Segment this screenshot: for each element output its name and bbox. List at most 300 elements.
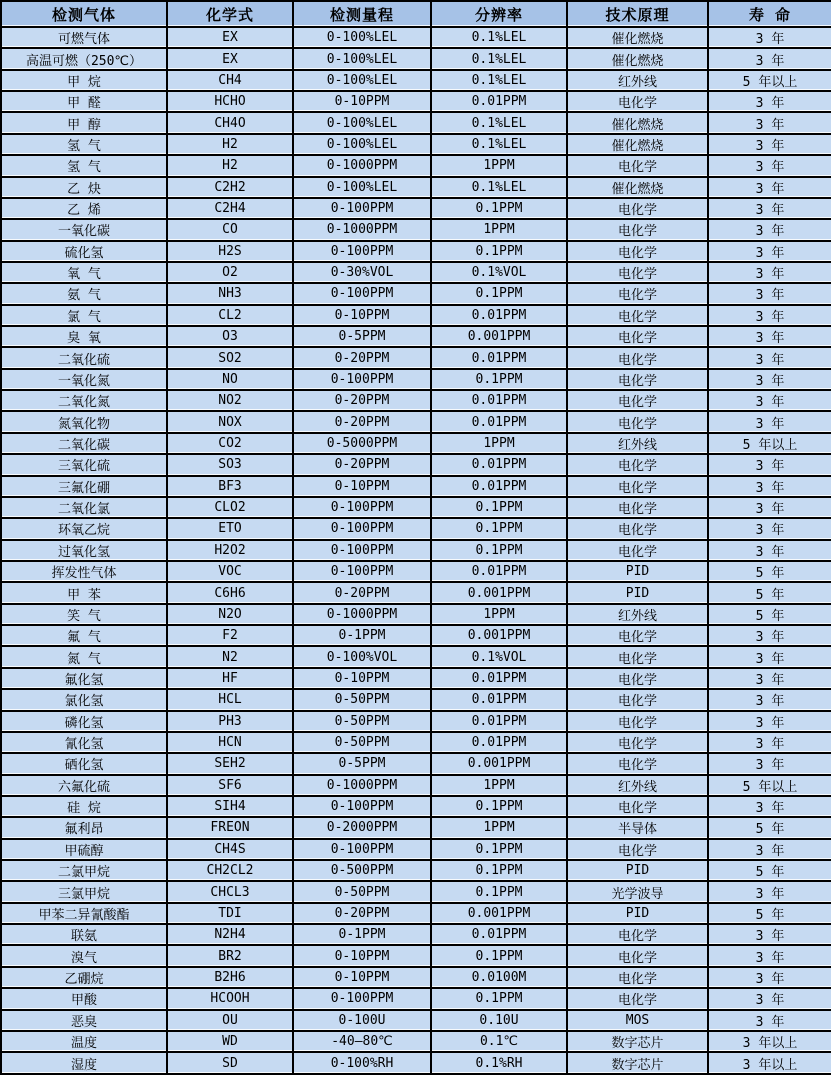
cell-life: 3 年 bbox=[708, 881, 831, 902]
cell-range: 0-500PPM bbox=[293, 860, 431, 881]
cell-formula: BR2 bbox=[167, 945, 293, 966]
cell-life: 3 年 bbox=[708, 967, 831, 988]
cell-life: 3 年 bbox=[708, 625, 831, 646]
cell-principle: 数字芯片 bbox=[567, 1031, 708, 1052]
table-row bbox=[1, 1052, 831, 1074]
cell-life: 3 年 bbox=[708, 497, 831, 518]
cell-life: 5 年 bbox=[708, 903, 831, 924]
cell-principle: 电化学 bbox=[567, 219, 708, 240]
cell-gas: 二氯甲烷 bbox=[1, 860, 167, 881]
column-header-resolution: 分辨率 bbox=[431, 1, 567, 27]
table-row bbox=[1, 454, 831, 475]
cell-life: 3 年 bbox=[708, 689, 831, 710]
cell-principle: 电化学 bbox=[567, 668, 708, 689]
cell-principle: 催化燃烧 bbox=[567, 112, 708, 133]
cell-formula: EX bbox=[167, 48, 293, 69]
cell-gas: 恶臭 bbox=[1, 1010, 167, 1031]
cell-resolution: 0.1PPM bbox=[431, 198, 567, 219]
cell-gas: 二氧化氯 bbox=[1, 497, 167, 518]
cell-formula: N2 bbox=[167, 646, 293, 667]
cell-range: 0-100%LEL bbox=[293, 134, 431, 155]
cell-resolution: 0.01PPM bbox=[431, 476, 567, 497]
cell-formula: CO bbox=[167, 219, 293, 240]
cell-resolution: 0.1PPM bbox=[431, 881, 567, 902]
cell-formula: CLO2 bbox=[167, 497, 293, 518]
cell-life: 5 年 bbox=[708, 582, 831, 603]
cell-gas: 温度 bbox=[1, 1031, 167, 1052]
cell-gas: 氨 气 bbox=[1, 283, 167, 304]
cell-gas: 甲苯二异氰酸酯 bbox=[1, 903, 167, 924]
cell-resolution: 0.001PPM bbox=[431, 326, 567, 347]
cell-formula: B2H6 bbox=[167, 967, 293, 988]
cell-life: 5 年 bbox=[708, 860, 831, 881]
cell-gas: 联氨 bbox=[1, 924, 167, 945]
table-row bbox=[1, 198, 831, 219]
cell-principle: 电化学 bbox=[567, 646, 708, 667]
cell-range: 0-100PPM bbox=[293, 561, 431, 582]
cell-life: 5 年 bbox=[708, 604, 831, 625]
table-row bbox=[1, 753, 831, 774]
cell-life: 3 年 bbox=[708, 454, 831, 475]
cell-gas: 环氧乙烷 bbox=[1, 518, 167, 539]
cell-life: 3 年 bbox=[708, 540, 831, 561]
cell-gas: 氮 气 bbox=[1, 646, 167, 667]
cell-principle: 催化燃烧 bbox=[567, 48, 708, 69]
cell-range: 0-100PPM bbox=[293, 518, 431, 539]
table-row bbox=[1, 305, 831, 326]
cell-life: 3 年 bbox=[708, 411, 831, 432]
cell-formula: H2 bbox=[167, 134, 293, 155]
cell-life: 3 年 bbox=[708, 839, 831, 860]
cell-gas: 氢 气 bbox=[1, 134, 167, 155]
cell-range: 0-100PPM bbox=[293, 839, 431, 860]
cell-principle: 电化学 bbox=[567, 967, 708, 988]
cell-resolution: 0.1%VOL bbox=[431, 262, 567, 283]
cell-principle: 电化学 bbox=[567, 497, 708, 518]
table-row bbox=[1, 775, 831, 796]
table-row bbox=[1, 283, 831, 304]
cell-resolution: 0.01PPM bbox=[431, 390, 567, 411]
cell-principle: 电化学 bbox=[567, 540, 708, 561]
cell-range: 0-1PPM bbox=[293, 625, 431, 646]
cell-resolution: 0.1PPM bbox=[431, 497, 567, 518]
cell-resolution: 0.1%LEL bbox=[431, 70, 567, 91]
cell-formula: CO2 bbox=[167, 433, 293, 454]
cell-principle: 电化学 bbox=[567, 283, 708, 304]
cell-range: 0-20PPM bbox=[293, 347, 431, 368]
cell-principle: 催化燃烧 bbox=[567, 27, 708, 48]
table-row bbox=[1, 1031, 831, 1052]
cell-formula: H2O2 bbox=[167, 540, 293, 561]
cell-range: 0-50PPM bbox=[293, 732, 431, 753]
cell-life: 3 年 bbox=[708, 326, 831, 347]
cell-range: 0-10PPM bbox=[293, 668, 431, 689]
cell-gas: 二氧化硫 bbox=[1, 347, 167, 368]
cell-range: 0-100%LEL bbox=[293, 177, 431, 198]
cell-resolution: 0.01PPM bbox=[431, 668, 567, 689]
cell-formula: C2H2 bbox=[167, 177, 293, 198]
cell-principle: 电化学 bbox=[567, 476, 708, 497]
column-header-principle: 技术原理 bbox=[567, 1, 708, 27]
cell-gas: 磷化氢 bbox=[1, 711, 167, 732]
cell-gas: 甲 烷 bbox=[1, 70, 167, 91]
cell-resolution: 0.1PPM bbox=[431, 988, 567, 1009]
cell-gas: 六氟化硫 bbox=[1, 775, 167, 796]
cell-principle: 红外线 bbox=[567, 775, 708, 796]
cell-range: 0-2000PPM bbox=[293, 817, 431, 838]
cell-gas: 二氧化碳 bbox=[1, 433, 167, 454]
table-row bbox=[1, 988, 831, 1009]
cell-life: 3 年 bbox=[708, 262, 831, 283]
table-row bbox=[1, 604, 831, 625]
cell-life: 3 年 bbox=[708, 476, 831, 497]
cell-range: 0-5000PPM bbox=[293, 433, 431, 454]
cell-formula: CH4 bbox=[167, 70, 293, 91]
cell-formula: CH4S bbox=[167, 839, 293, 860]
cell-range: 0-100%LEL bbox=[293, 70, 431, 91]
cell-range: 0-1000PPM bbox=[293, 155, 431, 176]
cell-life: 3 年 bbox=[708, 198, 831, 219]
column-header-range: 检测量程 bbox=[293, 1, 431, 27]
cell-resolution: 1PPM bbox=[431, 155, 567, 176]
cell-resolution: 0.1PPM bbox=[431, 860, 567, 881]
cell-gas: 甲 醛 bbox=[1, 91, 167, 112]
cell-gas: 湿度 bbox=[1, 1052, 167, 1074]
column-header-gas: 检测气体 bbox=[1, 1, 167, 27]
cell-gas: 硅 烷 bbox=[1, 796, 167, 817]
table-row bbox=[1, 711, 831, 732]
cell-life: 3 年 bbox=[708, 347, 831, 368]
cell-formula: N2O bbox=[167, 604, 293, 625]
cell-formula: NOX bbox=[167, 411, 293, 432]
cell-formula: PH3 bbox=[167, 711, 293, 732]
cell-formula: HCHO bbox=[167, 91, 293, 112]
cell-range: 0-100U bbox=[293, 1010, 431, 1031]
cell-range: 0-100PPM bbox=[293, 497, 431, 518]
cell-life: 3 年 bbox=[708, 305, 831, 326]
cell-gas: 甲硫醇 bbox=[1, 839, 167, 860]
cell-principle: 电化学 bbox=[567, 518, 708, 539]
cell-formula: CH4O bbox=[167, 112, 293, 133]
cell-resolution: 0.001PPM bbox=[431, 753, 567, 774]
cell-life: 5 年 bbox=[708, 817, 831, 838]
table-row bbox=[1, 326, 831, 347]
cell-principle: 红外线 bbox=[567, 70, 708, 91]
cell-range: 0-1000PPM bbox=[293, 604, 431, 625]
cell-life: 3 年 bbox=[708, 668, 831, 689]
cell-resolution: 0.0100M bbox=[431, 967, 567, 988]
cell-resolution: 0.001PPM bbox=[431, 903, 567, 924]
table-row bbox=[1, 817, 831, 838]
cell-range: 0-20PPM bbox=[293, 411, 431, 432]
cell-formula: N2H4 bbox=[167, 924, 293, 945]
cell-life: 3 年 bbox=[708, 155, 831, 176]
cell-life: 3 年 bbox=[708, 732, 831, 753]
cell-gas: 一氧化氮 bbox=[1, 369, 167, 390]
cell-resolution: 1PPM bbox=[431, 817, 567, 838]
cell-resolution: 0.1PPM bbox=[431, 369, 567, 390]
cell-range: 0-5PPM bbox=[293, 753, 431, 774]
table-row bbox=[1, 903, 831, 924]
cell-formula: BF3 bbox=[167, 476, 293, 497]
cell-formula: HF bbox=[167, 668, 293, 689]
cell-range: 0-10PPM bbox=[293, 476, 431, 497]
cell-formula: VOC bbox=[167, 561, 293, 582]
cell-gas: 氮氧化物 bbox=[1, 411, 167, 432]
cell-range: 0-100PPM bbox=[293, 540, 431, 561]
table-row bbox=[1, 70, 831, 91]
cell-principle: 半导体 bbox=[567, 817, 708, 838]
cell-life: 5 年以上 bbox=[708, 70, 831, 91]
cell-life: 3 年以上 bbox=[708, 1031, 831, 1052]
cell-gas: 氟利昂 bbox=[1, 817, 167, 838]
cell-range: 0-100PPM bbox=[293, 283, 431, 304]
cell-life: 3 年 bbox=[708, 177, 831, 198]
table-row bbox=[1, 561, 831, 582]
cell-life: 3 年 bbox=[708, 283, 831, 304]
table-row bbox=[1, 476, 831, 497]
cell-range: 0-50PPM bbox=[293, 881, 431, 902]
cell-principle: 电化学 bbox=[567, 369, 708, 390]
cell-principle: 电化学 bbox=[567, 796, 708, 817]
cell-formula: OU bbox=[167, 1010, 293, 1031]
cell-principle: 电化学 bbox=[567, 198, 708, 219]
cell-resolution: 0.1PPM bbox=[431, 518, 567, 539]
cell-resolution: 0.001PPM bbox=[431, 582, 567, 603]
table-row bbox=[1, 796, 831, 817]
cell-principle: PID bbox=[567, 903, 708, 924]
table-row bbox=[1, 625, 831, 646]
cell-range: 0-100%LEL bbox=[293, 112, 431, 133]
cell-resolution: 0.01PPM bbox=[431, 711, 567, 732]
cell-principle: 红外线 bbox=[567, 433, 708, 454]
cell-formula: HCN bbox=[167, 732, 293, 753]
cell-resolution: 0.01PPM bbox=[431, 454, 567, 475]
cell-formula: WD bbox=[167, 1031, 293, 1052]
cell-resolution: 0.1%LEL bbox=[431, 177, 567, 198]
cell-range: 0-5PPM bbox=[293, 326, 431, 347]
cell-resolution: 0.1%RH bbox=[431, 1052, 567, 1074]
cell-formula: SD bbox=[167, 1052, 293, 1074]
cell-gas: 氧 气 bbox=[1, 262, 167, 283]
cell-gas: 挥发性气体 bbox=[1, 561, 167, 582]
cell-life: 3 年 bbox=[708, 796, 831, 817]
cell-gas: 高温可燃（250℃） bbox=[1, 48, 167, 69]
table-row bbox=[1, 347, 831, 368]
cell-principle: 电化学 bbox=[567, 689, 708, 710]
table-row bbox=[1, 219, 831, 240]
cell-life: 3 年 bbox=[708, 241, 831, 262]
cell-gas: 甲酸 bbox=[1, 988, 167, 1009]
column-header-formula: 化学式 bbox=[167, 1, 293, 27]
cell-gas: 乙 烯 bbox=[1, 198, 167, 219]
cell-principle: 电化学 bbox=[567, 390, 708, 411]
cell-range: 0-100PPM bbox=[293, 988, 431, 1009]
cell-formula: C6H6 bbox=[167, 582, 293, 603]
table-row bbox=[1, 241, 831, 262]
cell-resolution: 0.1%LEL bbox=[431, 134, 567, 155]
cell-resolution: 0.1PPM bbox=[431, 283, 567, 304]
cell-formula: HCOOH bbox=[167, 988, 293, 1009]
cell-formula: HCL bbox=[167, 689, 293, 710]
cell-life: 5 年以上 bbox=[708, 433, 831, 454]
cell-resolution: 0.01PPM bbox=[431, 411, 567, 432]
cell-formula: SEH2 bbox=[167, 753, 293, 774]
cell-gas: 二氧化氮 bbox=[1, 390, 167, 411]
cell-gas: 三氟化硼 bbox=[1, 476, 167, 497]
table-row bbox=[1, 582, 831, 603]
table-row bbox=[1, 112, 831, 133]
cell-formula: NH3 bbox=[167, 283, 293, 304]
cell-life: 3 年以上 bbox=[708, 1052, 831, 1074]
cell-formula: H2S bbox=[167, 241, 293, 262]
cell-gas: 乙 炔 bbox=[1, 177, 167, 198]
cell-range: 0-10PPM bbox=[293, 305, 431, 326]
cell-life: 3 年 bbox=[708, 219, 831, 240]
cell-life: 3 年 bbox=[708, 711, 831, 732]
table-row bbox=[1, 881, 831, 902]
cell-range: 0-20PPM bbox=[293, 582, 431, 603]
cell-formula: SO3 bbox=[167, 454, 293, 475]
cell-formula: CHCL3 bbox=[167, 881, 293, 902]
cell-range: 0-10PPM bbox=[293, 967, 431, 988]
table-row bbox=[1, 924, 831, 945]
cell-principle: 电化学 bbox=[567, 732, 708, 753]
table-row bbox=[1, 177, 831, 198]
cell-gas: 氯 气 bbox=[1, 305, 167, 326]
cell-principle: 电化学 bbox=[567, 924, 708, 945]
cell-formula: CL2 bbox=[167, 305, 293, 326]
table-row bbox=[1, 91, 831, 112]
cell-formula: TDI bbox=[167, 903, 293, 924]
table-row bbox=[1, 860, 831, 881]
cell-principle: 电化学 bbox=[567, 988, 708, 1009]
cell-resolution: 0.01PPM bbox=[431, 91, 567, 112]
cell-gas: 甲 醇 bbox=[1, 112, 167, 133]
cell-principle: 电化学 bbox=[567, 326, 708, 347]
cell-formula: EX bbox=[167, 27, 293, 48]
table-row bbox=[1, 967, 831, 988]
cell-principle: 电化学 bbox=[567, 454, 708, 475]
cell-principle: 电化学 bbox=[567, 262, 708, 283]
cell-life: 5 年以上 bbox=[708, 775, 831, 796]
cell-range: 0-100%VOL bbox=[293, 646, 431, 667]
cell-gas: 笑 气 bbox=[1, 604, 167, 625]
cell-gas: 氯化氢 bbox=[1, 689, 167, 710]
table-row bbox=[1, 839, 831, 860]
cell-range: 0-50PPM bbox=[293, 689, 431, 710]
cell-principle: 电化学 bbox=[567, 625, 708, 646]
cell-formula: FREON bbox=[167, 817, 293, 838]
cell-formula: CH2CL2 bbox=[167, 860, 293, 881]
cell-resolution: 0.1PPM bbox=[431, 796, 567, 817]
table-row bbox=[1, 433, 831, 454]
cell-principle: 电化学 bbox=[567, 753, 708, 774]
cell-gas: 臭 氧 bbox=[1, 326, 167, 347]
cell-range: 0-1000PPM bbox=[293, 219, 431, 240]
table-row bbox=[1, 262, 831, 283]
cell-range: 0-50PPM bbox=[293, 711, 431, 732]
cell-range: 0-100%LEL bbox=[293, 48, 431, 69]
cell-formula: NO2 bbox=[167, 390, 293, 411]
cell-principle: 电化学 bbox=[567, 411, 708, 432]
cell-principle: 电化学 bbox=[567, 91, 708, 112]
table-row bbox=[1, 155, 831, 176]
cell-resolution: 0.1PPM bbox=[431, 945, 567, 966]
cell-range: 0-30%VOL bbox=[293, 262, 431, 283]
cell-resolution: 0.1%LEL bbox=[431, 48, 567, 69]
cell-principle: 电化学 bbox=[567, 945, 708, 966]
table-row bbox=[1, 48, 831, 69]
cell-formula: O3 bbox=[167, 326, 293, 347]
cell-principle: 电化学 bbox=[567, 305, 708, 326]
cell-resolution: 1PPM bbox=[431, 604, 567, 625]
cell-principle: 数字芯片 bbox=[567, 1052, 708, 1074]
cell-formula: SO2 bbox=[167, 347, 293, 368]
table-row bbox=[1, 668, 831, 689]
cell-gas: 一氧化碳 bbox=[1, 219, 167, 240]
cell-range: 0-100PPM bbox=[293, 369, 431, 390]
cell-life: 3 年 bbox=[708, 134, 831, 155]
cell-life: 3 年 bbox=[708, 369, 831, 390]
cell-life: 3 年 bbox=[708, 1010, 831, 1031]
cell-resolution: 0.1PPM bbox=[431, 839, 567, 860]
cell-formula: H2 bbox=[167, 155, 293, 176]
cell-resolution: 0.01PPM bbox=[431, 732, 567, 753]
cell-resolution: 1PPM bbox=[431, 433, 567, 454]
cell-formula: O2 bbox=[167, 262, 293, 283]
cell-gas: 三氯甲烷 bbox=[1, 881, 167, 902]
table-row bbox=[1, 27, 831, 48]
cell-range: 0-100PPM bbox=[293, 241, 431, 262]
cell-life: 5 年 bbox=[708, 561, 831, 582]
cell-principle: 电化学 bbox=[567, 711, 708, 732]
cell-range: 0-20PPM bbox=[293, 454, 431, 475]
table-row bbox=[1, 134, 831, 155]
table-row bbox=[1, 646, 831, 667]
cell-formula: ETO bbox=[167, 518, 293, 539]
cell-formula: C2H4 bbox=[167, 198, 293, 219]
cell-range: 0-100%LEL bbox=[293, 27, 431, 48]
cell-life: 3 年 bbox=[708, 518, 831, 539]
cell-formula: F2 bbox=[167, 625, 293, 646]
cell-principle: 光学波导 bbox=[567, 881, 708, 902]
table-row bbox=[1, 1010, 831, 1031]
cell-range: 0-1000PPM bbox=[293, 775, 431, 796]
cell-resolution: 0.1℃ bbox=[431, 1031, 567, 1052]
cell-gas: 氟化氢 bbox=[1, 668, 167, 689]
cell-life: 3 年 bbox=[708, 112, 831, 133]
cell-resolution: 0.1PPM bbox=[431, 540, 567, 561]
cell-gas: 三氧化硫 bbox=[1, 454, 167, 475]
cell-resolution: 1PPM bbox=[431, 775, 567, 796]
cell-range: 0-20PPM bbox=[293, 390, 431, 411]
cell-range: 0-100PPM bbox=[293, 198, 431, 219]
cell-gas: 硒化氢 bbox=[1, 753, 167, 774]
cell-principle: MOS bbox=[567, 1010, 708, 1031]
cell-principle: PID bbox=[567, 561, 708, 582]
cell-principle: 催化燃烧 bbox=[567, 177, 708, 198]
cell-formula: NO bbox=[167, 369, 293, 390]
cell-resolution: 0.001PPM bbox=[431, 625, 567, 646]
cell-range: 0-10PPM bbox=[293, 945, 431, 966]
cell-gas: 可燃气体 bbox=[1, 27, 167, 48]
cell-resolution: 0.01PPM bbox=[431, 561, 567, 582]
cell-gas: 氟 气 bbox=[1, 625, 167, 646]
cell-principle: PID bbox=[567, 582, 708, 603]
cell-life: 3 年 bbox=[708, 390, 831, 411]
cell-life: 3 年 bbox=[708, 27, 831, 48]
